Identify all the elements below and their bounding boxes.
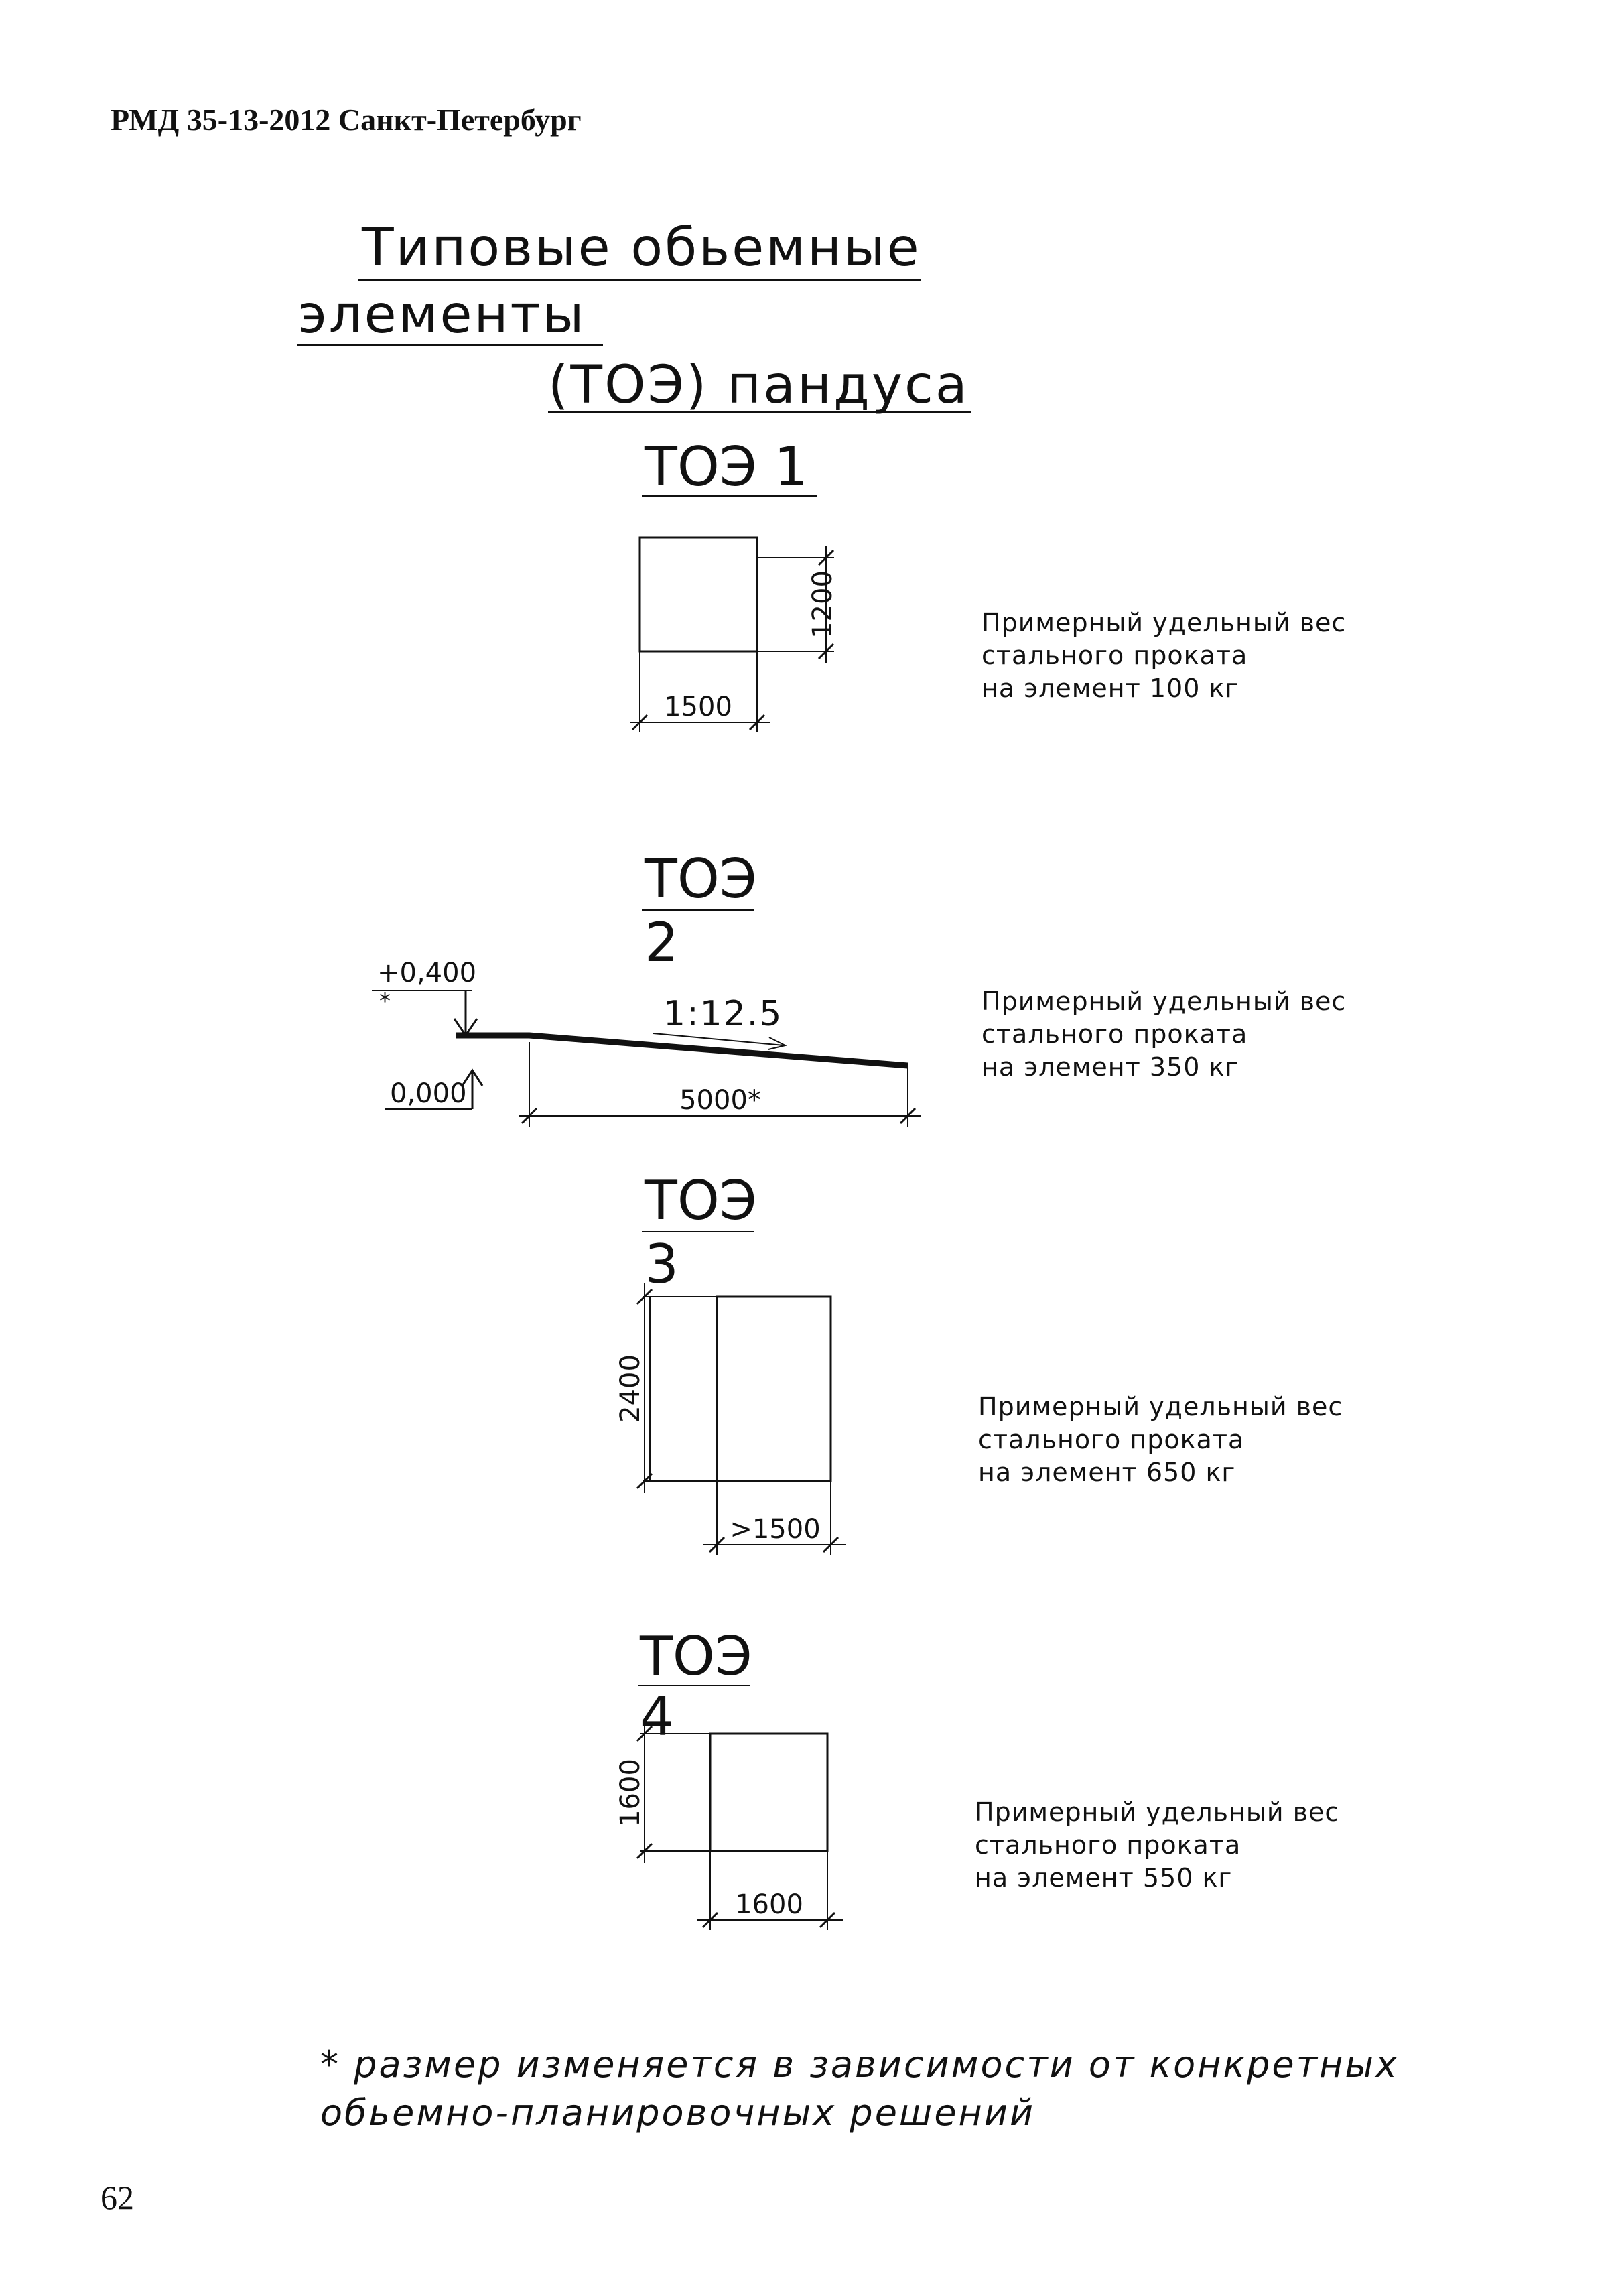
toe2-slope: 1:12.5 — [663, 994, 783, 1034]
toe2-length: 5000* — [679, 1085, 761, 1116]
toe1-dim-height: 1200 — [807, 570, 838, 639]
footnote-line-2: обьемно-планировочных решений — [320, 2092, 1036, 2134]
note-line: на элемент 650 кг — [978, 1458, 1236, 1487]
toe4-drawing — [615, 1722, 843, 1930]
toe4-dim-width: 1600 — [735, 1889, 803, 1920]
toe2-label-line1: ТОЭ — [645, 848, 757, 910]
toe2-level-top: +0,400 — [377, 958, 477, 988]
toe3-rect — [717, 1297, 831, 1481]
note-line: Примерный удельный вес — [982, 608, 1347, 637]
toe1-rect — [640, 537, 757, 651]
toe1-drawing — [630, 537, 838, 732]
document-header: РМД 35-13-2012 Санкт-Петербург — [111, 103, 582, 137]
toe3-dim-width: >1500 — [730, 1514, 821, 1545]
toe3-drawing — [615, 1283, 846, 1555]
toe4-label-line2: 4 — [640, 1685, 674, 1748]
toe2-label-line2: 2 — [645, 911, 679, 974]
toe4-label-line1: ТОЭ — [640, 1625, 752, 1687]
page-number: 62 — [100, 2179, 134, 2216]
toe1-label: ТОЭ 1 — [645, 436, 809, 498]
title-line-3: (ТОЭ) пандуса — [548, 355, 969, 416]
footnote-line-1: * размер изменяется в зависимости от конкретных — [320, 2043, 1399, 2086]
toe2-level-bottom: 0,000 — [390, 1078, 467, 1109]
note-line: Примерный удельный вес — [978, 1392, 1343, 1421]
note-line: Примерный удельный вес — [982, 986, 1347, 1016]
note-line: стального проката — [982, 1019, 1248, 1049]
toe3-dim-height: 2400 — [615, 1354, 646, 1423]
toe3-label-line2: 3 — [645, 1233, 679, 1295]
note-line: на элемент 550 кг — [975, 1863, 1233, 1893]
title-line-1: Типовые обьемные — [362, 218, 921, 278]
note-line: стального проката — [978, 1425, 1245, 1454]
note-line: на элемент 350 кг — [982, 1052, 1239, 1082]
note-line: стального проката — [982, 641, 1248, 670]
toe4-rect — [710, 1734, 827, 1851]
toe3-label-line1: ТОЭ — [645, 1169, 757, 1232]
note-line: Примерный удельный вес — [975, 1797, 1340, 1827]
toe1-dim-width: 1500 — [664, 692, 732, 722]
note-line: на элемент 100 кг — [982, 674, 1239, 703]
note-line: стального проката — [975, 1830, 1241, 1860]
title-line-2: элементы — [298, 285, 586, 345]
toe2-drawing — [372, 958, 921, 1127]
toe2-level-top-mark: * — [379, 988, 391, 1015]
toe4-dim-height: 1600 — [615, 1759, 646, 1827]
